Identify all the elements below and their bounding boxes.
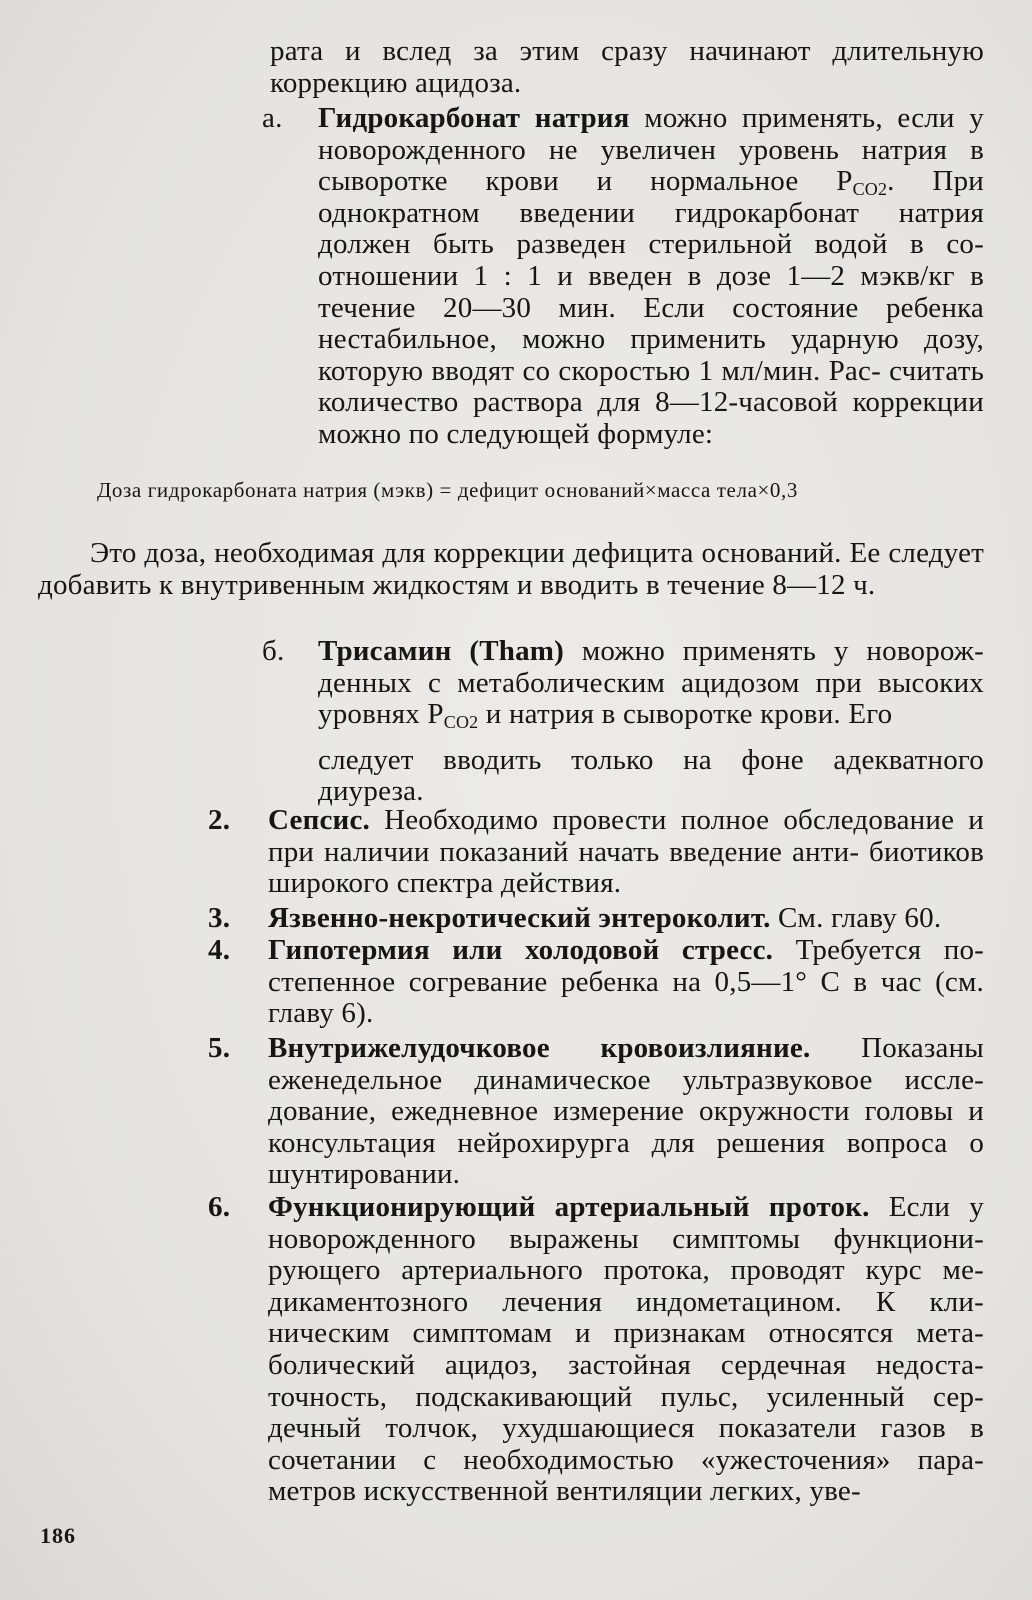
item-title: Сепсис. xyxy=(268,804,370,836)
page-number: 186 xyxy=(40,1523,76,1548)
item-title: Гипотермия или холодовой стресс. xyxy=(268,934,774,966)
item-title: Внутрижелудочковое кровоизлияние. xyxy=(268,1032,811,1064)
item-number: 6. xyxy=(208,1191,231,1223)
item-title: Трисамин (Tham) xyxy=(318,635,565,667)
text-line: рата и вслед за этим сразу начинают длительную xyxy=(270,35,984,67)
intro-paragraph xyxy=(270,36,984,99)
item-number: 3. xyxy=(208,902,231,934)
list-marker: б. xyxy=(262,635,285,667)
subscript: CO2 xyxy=(852,179,888,200)
subscript: CO2 xyxy=(443,712,479,733)
item-title: Язвенно-некротический энтероколит. xyxy=(268,902,771,934)
item-body: Функционирующий артериальный проток. Если у новорожденного выражены симптомы функциони- рующего артериального протока, проводят курс ме- дикаментозного лечения индометацином. К кли- ническим симптомам и признакам относятся мета- болический ацидоз, застойная сердечная недоста- точность, подскакивающий пульс, усиленный сер- дечный толчок, ухудшающиеся показатели газов в сочетании с необходимостью «ужесточения» пара- метров искусственной вентиляции легких, уве- xyxy=(268,1191,984,1508)
text-line: коррекцию ацидоза. xyxy=(270,66,522,99)
item-title: Функционирующий артериальный проток. xyxy=(268,1191,870,1223)
item-title: Гидрокарбонат натрия xyxy=(318,102,630,134)
item-number: 5. xyxy=(208,1032,231,1064)
formula-explanation: Это доза, необходимая для коррекции дефицита оснований. Ее следует добавить к внутривенным жидкостям и вводить в течение 8—12 ч. xyxy=(38,537,985,601)
item-body: Язвенно-некротический энтероколит. См. главу 60. xyxy=(268,902,942,934)
item-body: Гипотермия или холодовой стресс. Требуется по- степенное согревание ребенка на 0,5—1° С в час (см. главу 6). xyxy=(268,934,985,1030)
item-body: Внутрижелудочковое кровоизлияние. Показаны еженедельное динамическое ультразвуковое иссле- дование, ежедневное измерение окружности головы и консультация нейрохирурга для решения вопроса о шунтировании. xyxy=(268,1032,985,1191)
sub-item-body: Трисамин (Tham) можно применять у новорож- денных с метаболическим ацидозом при высоких уровнях $P_{CO2}$ и натрия в сыворотке крови. Его следует вводить только на фоне адекватного диуреза. xyxy=(318,635,984,808)
sub-item-body: Гидрокарбонат натрия можно применять, если у новорожденного не увеличен уровень натрия в сыворотке крови и нормальное $P_{CO2}$. При однократном введении гидрокарбонат натрия должен быть разведен стерильной водой в со- отношении 1 : 1 и введен в дозе 1—2 мэкв/кг в течение 20—30 мин. Если состояние ребенка нестабильное, можно применить ударную дозу, которую вводят со скоростью 1 мл/мин. Рас- считать количество раствора для 8—12-часовой коррекции можно по следующей формуле: xyxy=(318,102,984,450)
item-number: 4. xyxy=(208,934,231,966)
formula: Доза гидрокарбоната натрия (мэкв) = дефицит оснований×масса тела×0,3 xyxy=(97,478,798,502)
list-marker: а. xyxy=(262,102,283,134)
item-body: Сепсис. Необходимо провести полное обследование и при наличии показаний начать введение анти- биотиков широкого спектра действия. xyxy=(268,804,984,900)
item-number: 2. xyxy=(208,804,231,836)
